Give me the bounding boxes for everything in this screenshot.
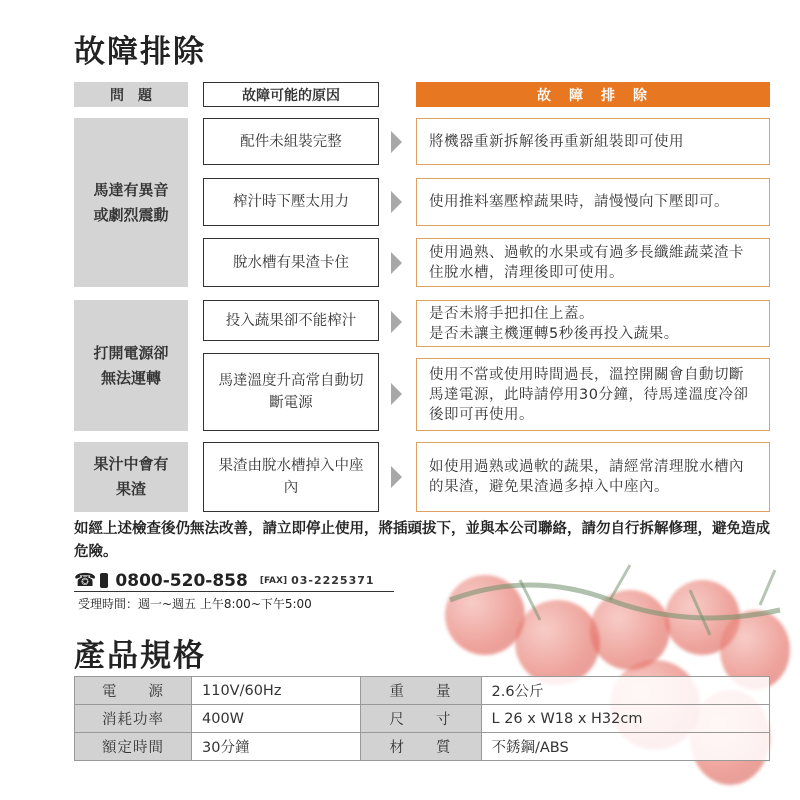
arrow-right-icon — [391, 252, 402, 274]
cause-row: 果渣由脫水槽掉入中座內 — [203, 442, 379, 512]
spec-value: 400W — [192, 705, 361, 733]
spec-label: 電 源 — [75, 677, 192, 705]
cause-row: 脫水槽有果渣卡住 — [203, 238, 379, 287]
cause-row: 馬達溫度升高常自動切斷電源 — [203, 353, 379, 431]
header-cause: 故障可能的原因 — [203, 82, 379, 107]
spec-value: 110V/60Hz — [192, 677, 361, 705]
specs-title: 產品規格 — [74, 638, 206, 674]
warning-note: 如經上述檢查後仍無法改善，請立即停止使用，將插頭拔下，並與本公司聯絡，請勿自行拆解修理，避免造成危險。 — [74, 521, 770, 560]
spec-label: 消耗功率 — [75, 705, 192, 733]
fax-label: [FAX] — [259, 575, 288, 586]
solution-row: 使用推料塞壓榨蔬果時，請慢慢向下壓即可。 — [416, 178, 770, 226]
solution-row: 將機器重新拆解後再重新組裝即可使用 — [416, 118, 770, 165]
phone-icon: ☎ — [74, 570, 97, 591]
solution-row: 使用過熟、過軟的水果或有過多長纖維蔬菜渣卡住脫水槽，清理後即可使用。 — [416, 238, 770, 287]
spec-label: 材 質 — [360, 733, 481, 761]
spec-label: 尺 寸 — [360, 705, 481, 733]
phone-number: 0800-520-858 — [115, 570, 248, 591]
service-hours: 受理時間：週一~週五 上午8:00~下午5:00 — [78, 597, 312, 611]
mobile-icon — [100, 573, 108, 588]
troubleshooting-title: 故障排除 — [74, 34, 206, 70]
solution-row: 如使用過熟或過軟的蔬果，請經常清理脫水槽內的果渣，避免果渣過多掉入中座內。 — [416, 442, 770, 512]
arrow-right-icon — [391, 466, 402, 488]
problem-motor-noise: 馬達有異音 或劇烈震動 — [74, 118, 188, 287]
contact-line — [74, 570, 394, 592]
spec-value: L 26 x W18 x H32cm — [481, 705, 770, 733]
arrow-right-icon — [391, 131, 402, 153]
solution-row: 使用不當或使用時間過長，溫控開關會自動切斷馬達電源，此時請停用30分鐘，待馬達溫度冷卻後即可再使用。 — [416, 358, 770, 431]
specs-table — [74, 676, 770, 761]
spec-label: 重 量 — [360, 677, 481, 705]
header-solution: 故 障 排 除 — [416, 82, 770, 107]
fax-number: 03-2225371 — [291, 574, 375, 587]
problem-pulp-in-juice: 果汁中會有 果渣 — [74, 442, 188, 512]
spec-value: 2.6公斤 — [481, 677, 770, 705]
arrow-right-icon — [391, 191, 402, 213]
spec-label: 額定時間 — [75, 733, 192, 761]
problem-no-run: 打開電源卻 無法運轉 — [74, 300, 188, 431]
arrow-right-icon — [391, 311, 402, 333]
table-row — [75, 677, 770, 705]
cause-row: 投入蔬果卻不能榨汁 — [203, 300, 379, 341]
cause-row: 配件未組裝完整 — [203, 118, 379, 165]
table-row — [75, 733, 770, 761]
vine-stem-graphic — [440, 560, 800, 680]
cause-row: 榨汁時下壓太用力 — [203, 178, 379, 226]
spec-value: 30分鐘 — [192, 733, 361, 761]
spec-value: 不銹鋼/ABS — [481, 733, 770, 761]
solution-row: 是否未將手把扣住上蓋。 是否未讓主機運轉5秒後再投入蔬果。 — [416, 300, 770, 347]
table-row — [75, 705, 770, 733]
header-problem: 問 題 — [74, 82, 188, 107]
arrow-right-icon — [391, 383, 402, 405]
